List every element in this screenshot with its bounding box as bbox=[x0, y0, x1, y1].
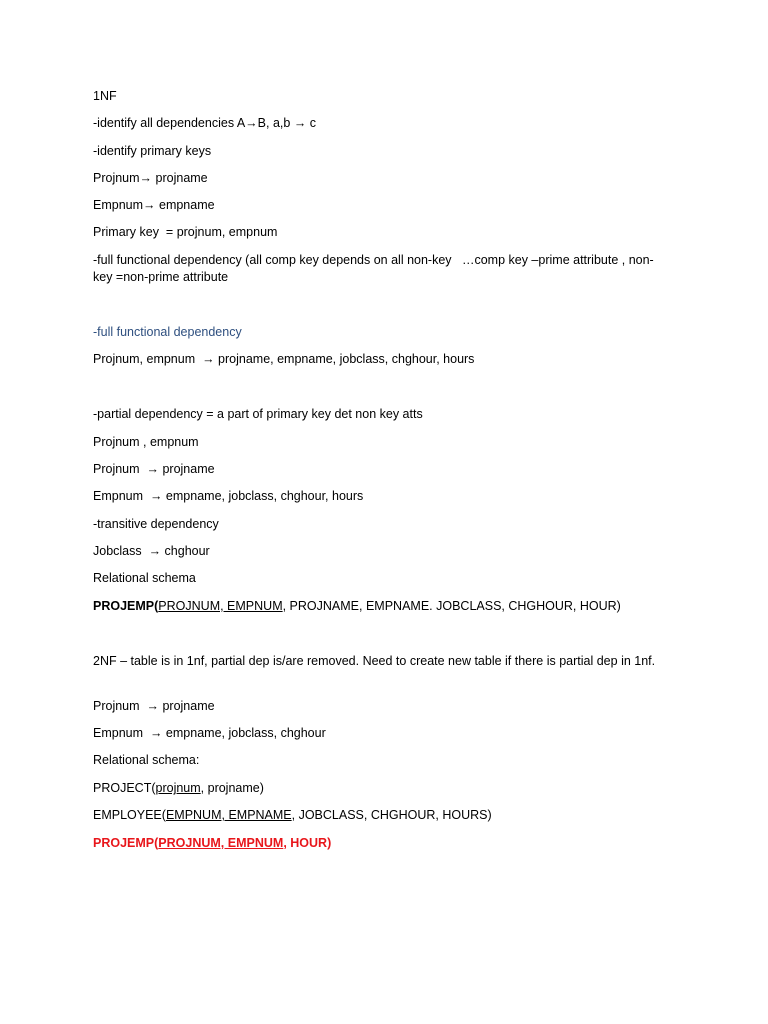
project-table-name: PROJECT( bbox=[93, 781, 156, 795]
full-functional-heading: -full functional dependency bbox=[93, 325, 242, 339]
2nf-empnum-rule: Empnum → empname, jobclass, chghour bbox=[93, 726, 326, 740]
2nf-relational-schema-heading: Relational schema: bbox=[93, 753, 200, 767]
projemp-2nf-rest: , HOUR) bbox=[283, 836, 332, 850]
employee-table-schema bbox=[93, 807, 673, 824]
project-table-rest: , projname) bbox=[200, 781, 264, 795]
identify-dependencies-line: -identify all dependencies A→B, a,b → c bbox=[93, 116, 317, 130]
projemp-2nf-schema bbox=[93, 835, 673, 852]
dependency-projnum: Projnum→ projname bbox=[93, 171, 208, 185]
projemp-2nf-name: PROJEMP( bbox=[93, 836, 159, 850]
projemp-2nf-key: PROJNUM, EMPNUM bbox=[158, 836, 284, 850]
relational-schema-heading: Relational schema bbox=[93, 571, 196, 585]
2nf-definition: 2NF – table is in 1nf, partial dep is/are removed. Need to create new table if there is partial dep in 1nf. bbox=[93, 654, 656, 668]
employee-table-name: EMPLOYEE( bbox=[93, 808, 166, 822]
projemp-1nf-schema bbox=[93, 598, 673, 615]
transitive-rule: Jobclass → chghour bbox=[93, 544, 210, 558]
employee-table-rest: , JOBCLASS, CHGHOUR, HOURS) bbox=[291, 808, 492, 822]
partial-keys-line: Projnum , empnum bbox=[93, 435, 199, 449]
projemp-1nf-rest: , PROJNAME, EMPNAME. JOBCLASS, CHGHOUR, HOUR) bbox=[282, 599, 621, 613]
transitive-heading: -transitive dependency bbox=[93, 517, 219, 531]
employee-table-key: EMPNUM, EMPNAME bbox=[165, 808, 292, 822]
full-functional-definition: -full functional dependency (all comp key depends on all non-key …comp key –prime attribute , non-key =non-prime attribute bbox=[93, 253, 654, 284]
project-table-key: projnum bbox=[155, 781, 201, 795]
partial-dependency-heading: -partial dependency = a part of primary key det non key atts bbox=[93, 407, 423, 421]
project-table-schema bbox=[93, 780, 673, 797]
section-title-1nf: 1NF bbox=[93, 89, 117, 103]
partial-empnum-rule: Empnum → empname, jobclass, chghour, hours bbox=[93, 489, 364, 503]
projemp-1nf-key: PROJNUM, EMPNUM bbox=[158, 599, 283, 613]
projemp-1nf-name: PROJEMP( bbox=[93, 599, 159, 613]
identify-keys-line: -identify primary keys bbox=[93, 144, 212, 158]
primary-key-line: Primary key = projnum, empnum bbox=[93, 225, 278, 239]
full-functional-rule: Projnum, empnum → projname, empname, jobclass, chghour, hours bbox=[93, 352, 475, 366]
2nf-projnum-rule: Projnum → projname bbox=[93, 699, 215, 713]
partial-projnum-rule: Projnum → projname bbox=[93, 462, 215, 476]
dependency-empnum: Empnum→ empname bbox=[93, 198, 215, 212]
